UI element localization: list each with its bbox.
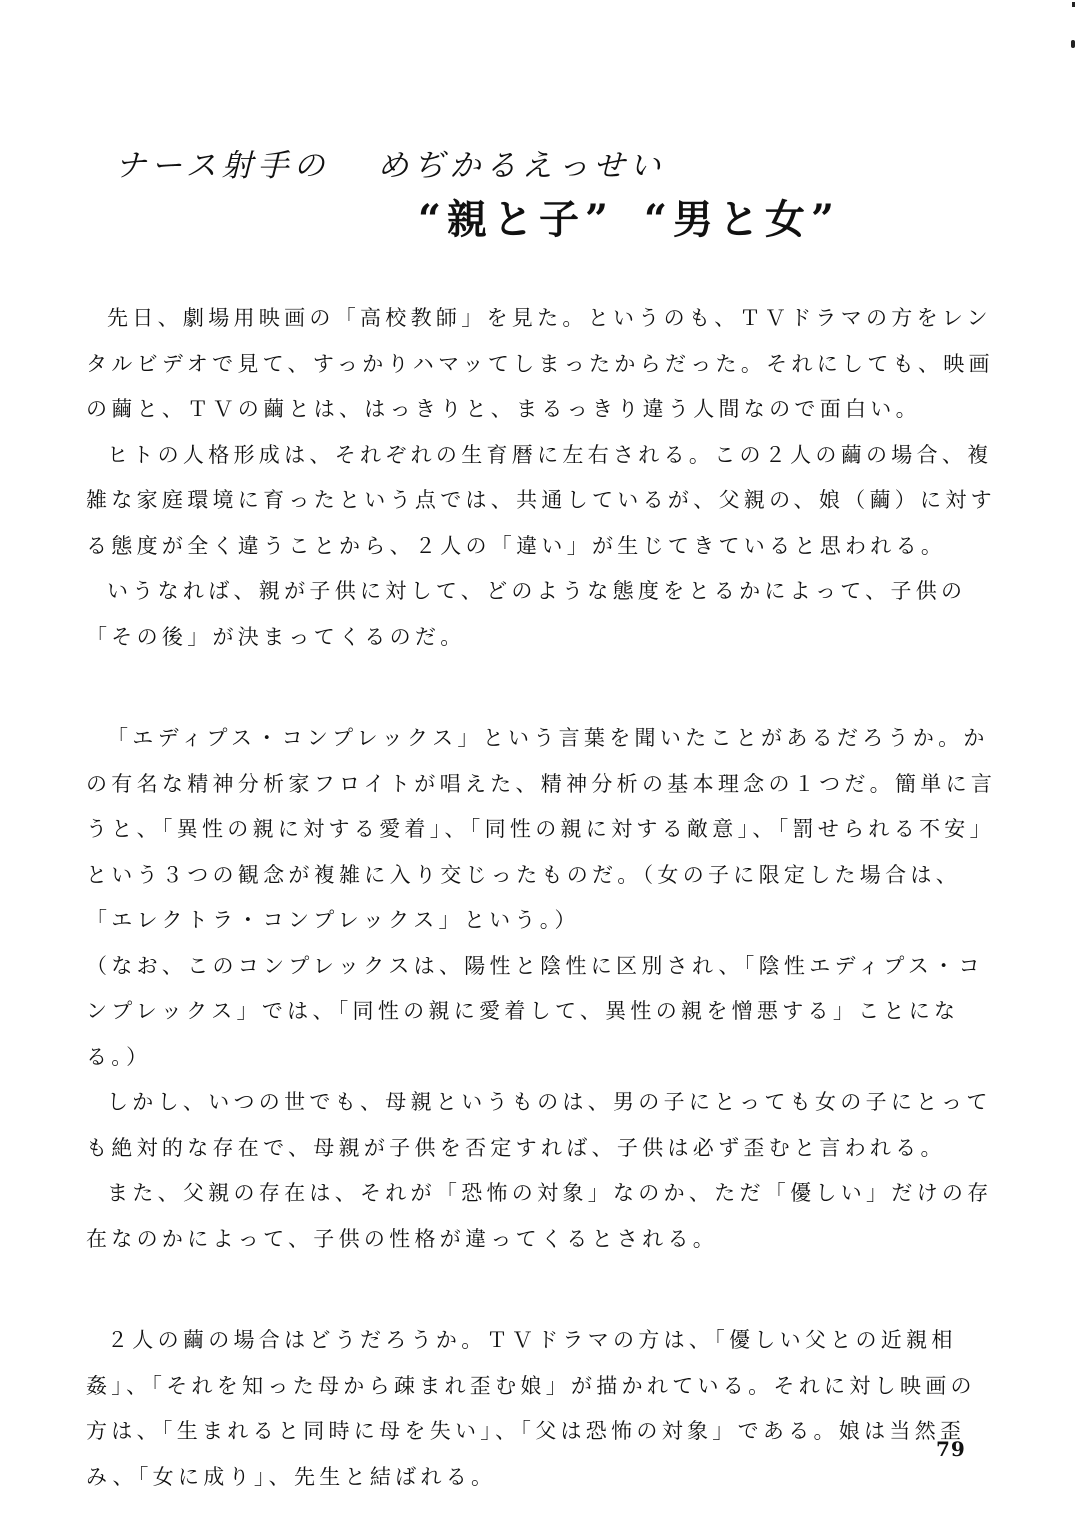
paragraph-1: 先日、劇場用映画の「高校教師」を見た。というのも、ＴＶドラマの方をレンタルビデオで見て、すっかりハマッてしまったからだった。それにしても、映画の繭と、ＴＶの繭とは、はっきりと、まるっきり違う人間なので面白い。: [86, 306, 994, 421]
paragraph-2: ヒトの人格形成は、それぞれの生育暦に左右される。この２人の繭の場合、複雑な家庭環境に育ったという点では、共通しているが、父親の、娘（繭）に対する態度が全く違うことから、２人の「違い」が生じてきていると思われる。: [86, 442, 996, 558]
subtitle-right: めぢかるえっせい: [377, 148, 666, 184]
subtitle-left: ナース射手の: [115, 148, 330, 184]
paragraph-3: いうなれば、親が子供に対して、どのような態度をとるかによって、子供の「その後」が決まってくるのだ。: [86, 579, 967, 649]
paragraph-5: （なお、このコンプレックスは、陽性と陰性に区別され、「陰性エディプス・コンプレックス」では、「同性の親に愛着して、異性の親を憎悪する」ことになる。）: [86, 953, 984, 1069]
section-divider: [86, 660, 998, 716]
section-divider: [86, 1262, 998, 1318]
paragraph-6: しかし、いつの世でも、母親というものは、男の子にとっても女の子にとっても絶対的な存在で、母親が子供を否定すれば、子供は必ず歪むと言われる。: [86, 1090, 992, 1160]
paragraph-4: 「エディプス・コンプレックス」という言葉を聞いたことがあるだろうか。かの有名な精神分析家フロイトが唱えた、精神分析の基本理念の１つだ。簡単に言うと、「異性の親に対する愛着」、「同性の親に対する敵意」、「罰せられる不安」という３つの観念が複雑に入り交じったものだ。（女の子に限定した場合は、「エレクトラ・コンプレックス」という。）: [86, 726, 997, 932]
column-subtitle: [115, 140, 665, 185]
page-number: 79: [936, 1437, 966, 1461]
scan-mark: [1070, 2, 1076, 52]
essay-body: [86, 296, 998, 1500]
paragraph-8: ２人の繭の場合はどうだろうか。ＴＶドラマの方は、「優しい父との近親相姦」、「それを知った母から疎まれ歪む娘」が描かれている。それに対し映画の方は、「生まれると同時に母を失い」、「父は恐怖の対象」である。娘は当然歪み、「女に成り」、先生と結ばれる。: [86, 1328, 976, 1489]
paragraph-7: また、父親の存在は、それが「恐怖の対象」なのか、ただ「優しい」だけの存在なのかによって、子供の性格が違ってくるとされる。: [86, 1181, 993, 1251]
title-part-1: “親と子”: [418, 196, 615, 243]
title-part-2: “男と女”: [644, 196, 841, 243]
essay-title: [418, 188, 840, 245]
